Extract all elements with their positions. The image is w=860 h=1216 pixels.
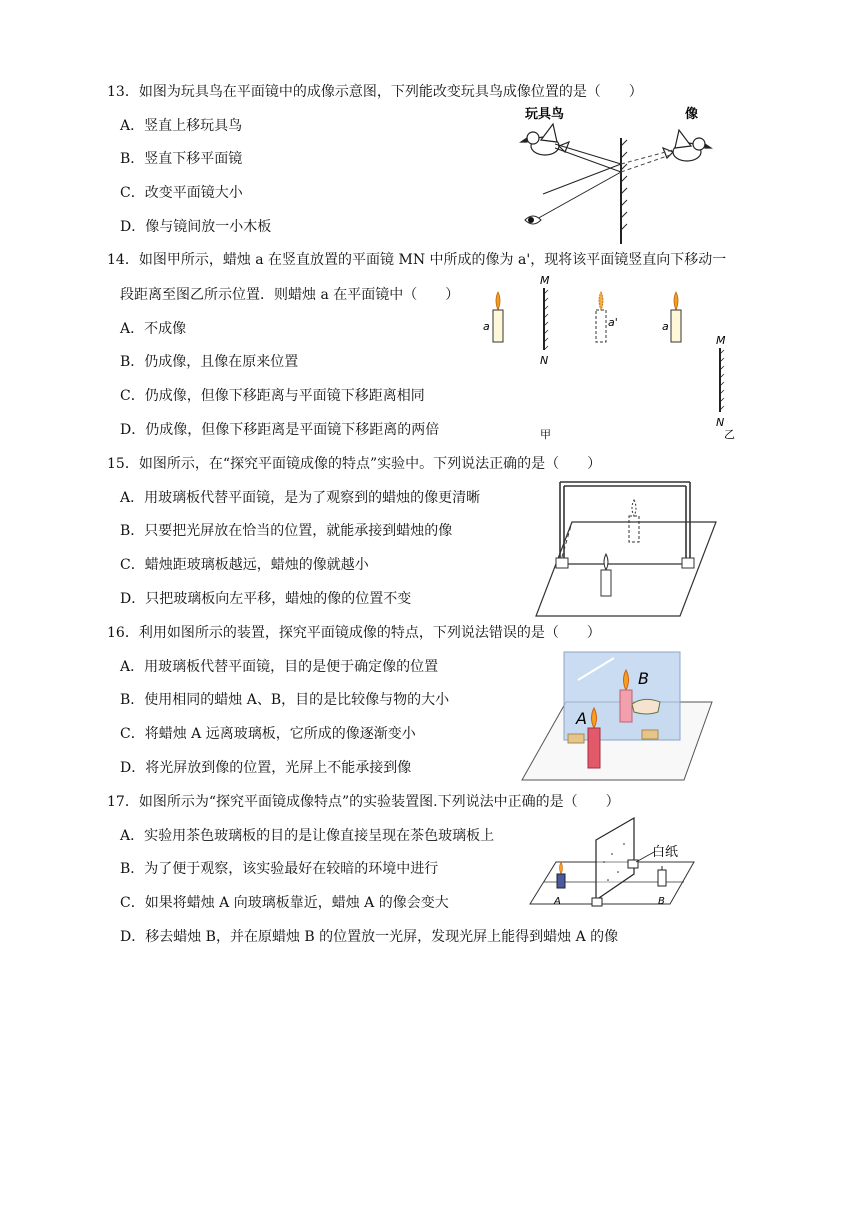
question-14-stem-line2: 段距离至图乙所示位置．则蜡烛 a 在平面镜中（ ）: [120, 287, 460, 303]
q15-option-c: C．蜡烛距玻璃板越远，蜡烛的像就越小: [120, 557, 369, 573]
q14-option-b: B．仍成像，且像在原来位置: [120, 354, 299, 370]
q16-option-d: D．将光屏放到像的位置，光屏上不能承接到像: [120, 760, 412, 776]
bird-mirror-figure: [515, 102, 715, 244]
label-a-yi: a: [662, 320, 669, 333]
q16-option-b: B．使用相同的蜡烛 A、B，目的是比较像与物的大小: [120, 692, 450, 708]
candle-a-icon: [493, 292, 503, 342]
q17-option-b: B．为了便于观察，该实验最好在较暗的环境中进行: [120, 861, 439, 877]
q14-option-c: C．仍成像，但像下移距离与平面镜下移距离相同: [120, 388, 425, 404]
white-paper-label: 白纸: [652, 845, 679, 860]
q14-option-d: D．仍成像，但像下移距离是平面镜下移距离的两倍: [120, 422, 440, 438]
candle-ab-figure: [518, 650, 714, 782]
candle-a-yi-icon: [671, 292, 681, 342]
label-a-prime: a': [608, 316, 618, 329]
q17-option-c: C．如果将蜡烛 A 向玻璃板靠近，蜡烛 A 的像会变大: [120, 895, 449, 911]
q17-option-a: A．实验用茶色玻璃板的目的是让像直接呈现在茶色玻璃板上: [120, 828, 495, 844]
question-16-stem: 16．利用如图所示的装置，探究平面镜成像的特点，下列说法错误的是（ ）: [107, 625, 601, 641]
label-a: A: [554, 896, 561, 907]
eye-icon: [525, 216, 541, 224]
image-bird-icon: [663, 130, 711, 161]
question-17-stem: 17．如图所示为“探究平面镜成像特点”的实验装置图.下列说法中正确的是（ ）: [107, 794, 620, 810]
q15-option-b: B．只要把光屏放在恰当的位置，就能承接到蜡烛的像: [120, 523, 453, 539]
q13-option-c: C．改变平面镜大小: [120, 185, 243, 201]
support-block-right: [642, 730, 658, 739]
label-b: B: [658, 896, 665, 907]
hand-icon: [632, 699, 660, 714]
label-yi: 乙: [724, 428, 735, 441]
label-a: A: [576, 709, 587, 728]
q13-option-d: D．像与镜间放一小木板: [120, 219, 272, 235]
label-a: a: [483, 320, 490, 333]
base-paper: [536, 522, 716, 616]
candle-mirror-figure: [478, 272, 740, 442]
q13-option-a: A．竖直上移玩具鸟: [120, 118, 243, 134]
tea-glass-figure: [524, 816, 696, 908]
toy-bird-label: 玩具鸟: [525, 107, 565, 122]
q13-option-b: B．竖直下移平面镜: [120, 151, 243, 167]
q15-option-d: D．只把玻璃板向左平移，蜡烛的像的位置不变: [120, 591, 412, 607]
label-jia: 甲: [540, 428, 551, 441]
label-m-yi: M: [716, 334, 726, 347]
q15-option-a: A．用玻璃板代替平面镜，是为了观察到的蜡烛的像更清晰: [120, 490, 481, 506]
label-n-jia: N: [540, 354, 549, 367]
q16-option-a: A．用玻璃板代替平面镜，目的是便于确定像的位置: [120, 659, 439, 675]
question-14-stem-line1: 14．如图甲所示，蜡烛 a 在竖直放置的平面镜 MN 中所成的像为 a'，现将该平面镜竖直向下移动一: [107, 252, 727, 268]
question-15-stem: 15．如图所示，在“探究平面镜成像的特点”实验中。下列说法正确的是（ ）: [107, 456, 602, 472]
q14-option-a: A．不成像: [120, 321, 187, 337]
label-m-jia: M: [540, 274, 550, 287]
label-b: B: [638, 669, 649, 688]
support-block-left: [568, 734, 584, 743]
candle-image-icon: [596, 292, 606, 342]
question-13-stem: 13．如图为玩具鸟在平面镜中的成像示意图，下列能改变玩具鸟成像位置的是（ ）: [107, 84, 643, 100]
image-label: 像: [685, 107, 699, 122]
glass-plate-experiment-figure: [532, 478, 722, 618]
q17-option-d: D．移去蜡烛 B，并在原蜡烛 B 的位置放一光屏，发现光屏上能得到蜡烛 A 的像: [120, 929, 619, 945]
q16-option-c: C．将蜡烛 A 远离玻璃板，它所成的像逐渐变小: [120, 726, 416, 742]
label-n-yi: N: [716, 416, 725, 429]
